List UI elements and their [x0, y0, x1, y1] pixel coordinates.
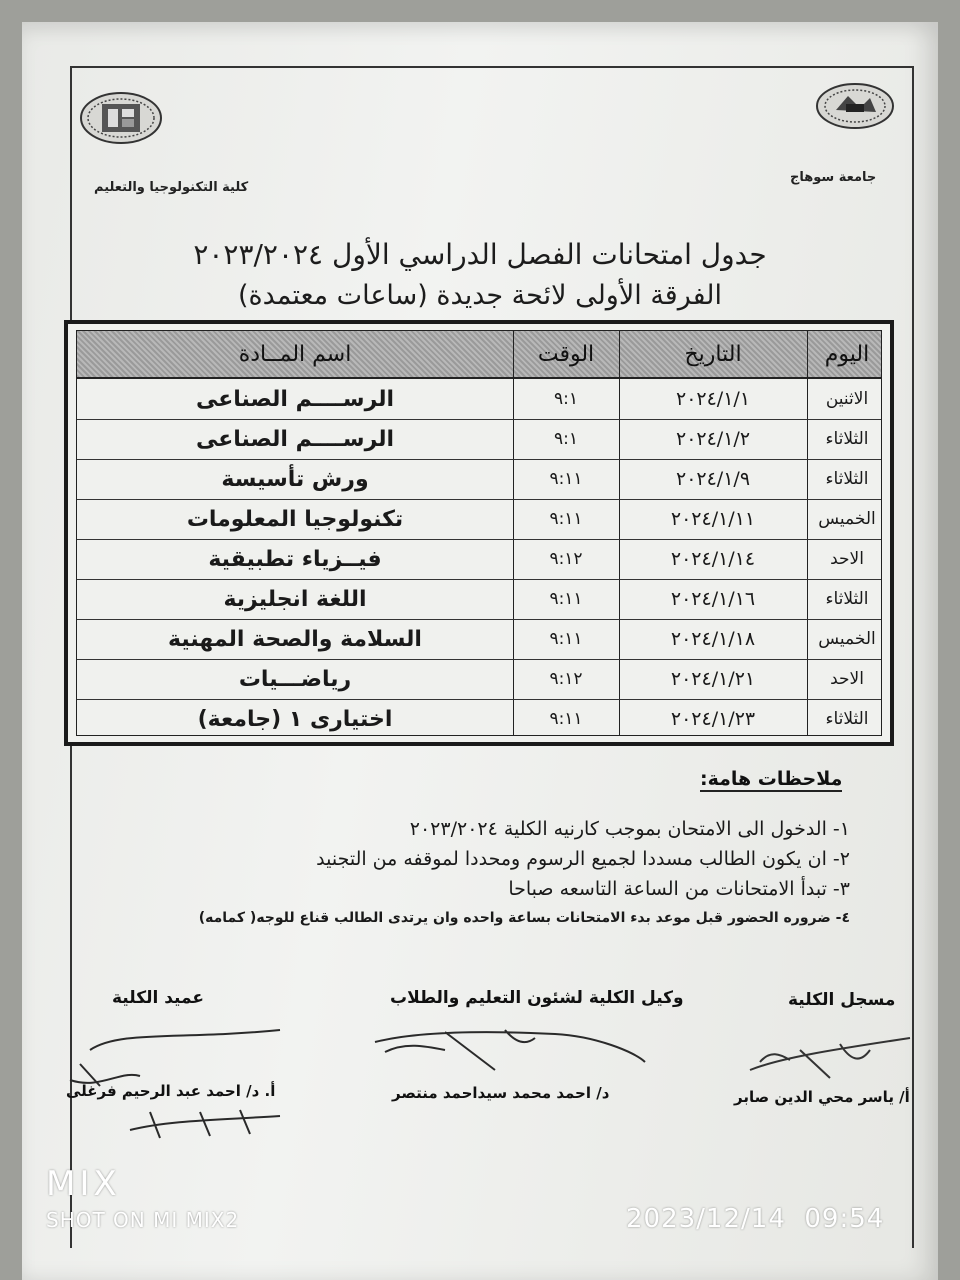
- header-time: الوقت: [537, 341, 595, 367]
- cell-time: ٩:١٢: [549, 669, 583, 689]
- header-subject: اسم المــادة: [238, 341, 352, 367]
- exam-schedule-table: [64, 320, 894, 746]
- cell-date: ٢٠٢٤/١/١٨: [670, 628, 756, 650]
- cell-day: الاحد: [830, 549, 864, 569]
- cell-subject: تكنولوجيا المعلومات: [186, 506, 404, 532]
- cell-subject: الرســــم الصناعى: [195, 386, 395, 412]
- cell-day: الثلاثاء: [825, 589, 869, 609]
- cell-subject: الرســــم الصناعى: [195, 426, 395, 452]
- cell-date: ٢٠٢٤/١/٢٣: [670, 708, 756, 730]
- registrar-signature: [740, 1020, 930, 1090]
- cell-subject: ورش تأسيسة: [221, 466, 369, 492]
- cell-time: ٩:١١: [549, 709, 583, 729]
- header-day: اليوم: [824, 341, 870, 367]
- cell-subject: السلامة والصحة المهنية: [168, 626, 422, 652]
- header-date: التاريخ: [684, 341, 742, 367]
- cell-time: ٩:١: [554, 389, 578, 409]
- cell-time: ٩:١: [554, 429, 578, 449]
- note-item: ٤- ضروره الحضور قبل موعد بدء الامتحانات بساعة واحده وان يرتدى الطالب قناع للوجه( كمامه): [198, 910, 850, 926]
- university-name: جامعة سوهاج: [790, 170, 877, 185]
- cell-time: ٩:١١: [549, 469, 583, 489]
- camera-timestamp: 2023/12/14 09:54: [626, 1204, 885, 1234]
- page-title: جدول امتحانات الفصل الدراسي الأول ٢٠٢٣/٢٠٢٤: [193, 238, 767, 271]
- cell-time: ٩:١٢: [549, 549, 583, 569]
- cell-day: الخميس: [818, 629, 876, 649]
- cell-day: الثلاثاء: [825, 429, 869, 449]
- cell-date: ٢٠٢٤/١/١٦: [670, 588, 756, 610]
- note-item: ٣- تبدأ الامتحانات من الساعة التاسعه صباحا: [508, 878, 850, 900]
- camera-brand: MIX: [46, 1164, 121, 1204]
- cell-time: ٩:١١: [549, 589, 583, 609]
- cell-day: الاحد: [830, 669, 864, 689]
- cell-date: ٢٠٢٤/١/٢: [675, 428, 751, 450]
- vice-dean-title: وكيل الكلية لشئون التعليم والطلاب: [390, 988, 684, 1008]
- notes-title: ملاحظات هامة:: [700, 768, 843, 790]
- page-subtitle: الفرقة الأولى لائحة جديدة (ساعات معتمدة): [238, 280, 722, 311]
- cell-day: الخميس: [818, 509, 876, 529]
- cell-date: ٢٠٢٤/١/٢١: [670, 668, 756, 690]
- cell-subject: اللغة انجليزية: [223, 586, 367, 612]
- vice-dean-name: د/ احمد محمد سيداحمد منتصر: [392, 1084, 610, 1102]
- cell-subject: فيــزياء تطبيقية: [208, 546, 382, 572]
- cell-day: الاثنين: [825, 389, 869, 409]
- cell-date: ٢٠٢٤/١/١٤: [670, 548, 756, 570]
- vice-dean-signature: [355, 1012, 655, 1082]
- cell-date: ٢٠٢٤/١/١: [675, 388, 751, 410]
- note-item: ١- الدخول الى الامتحان بموجب كارنيه الكلية ٢٠٢٣/٢٠٢٤: [409, 818, 850, 840]
- cell-time: ٩:١١: [549, 629, 583, 649]
- cell-day: الثلاثاء: [825, 469, 869, 489]
- cell-day: الثلاثاء: [825, 709, 869, 729]
- cell-time: ٩:١١: [549, 509, 583, 529]
- cell-date: ٢٠٢٤/١/٩: [675, 468, 751, 490]
- note-item: ٢- ان يكون الطالب مسددا لجميع الرسوم ومحددا لموقفه من التجنيد: [316, 848, 850, 870]
- university-logo: [812, 78, 898, 134]
- cell-subject: رياضـــيات: [238, 666, 352, 692]
- dean-name: أ. د/ احمد عبد الرحيم فرغلى: [66, 1082, 276, 1100]
- cell-subject: اختيارى ١ (جامعة): [197, 706, 393, 732]
- registrar-name: أ/ ياسر محي الدين صابر: [734, 1088, 910, 1106]
- dean-signature: [60, 1020, 320, 1140]
- faculty-logo: [78, 90, 164, 146]
- camera-shot-on: SHOT ON MI MIX2: [46, 1208, 240, 1232]
- cell-date: ٢٠٢٤/١/١١: [670, 508, 756, 530]
- dean-title: عميد الكلية: [112, 988, 204, 1008]
- registrar-title: مسجل الكلية: [788, 990, 896, 1010]
- faculty-name: كلية التكنولوجيا والتعليم: [94, 180, 249, 195]
